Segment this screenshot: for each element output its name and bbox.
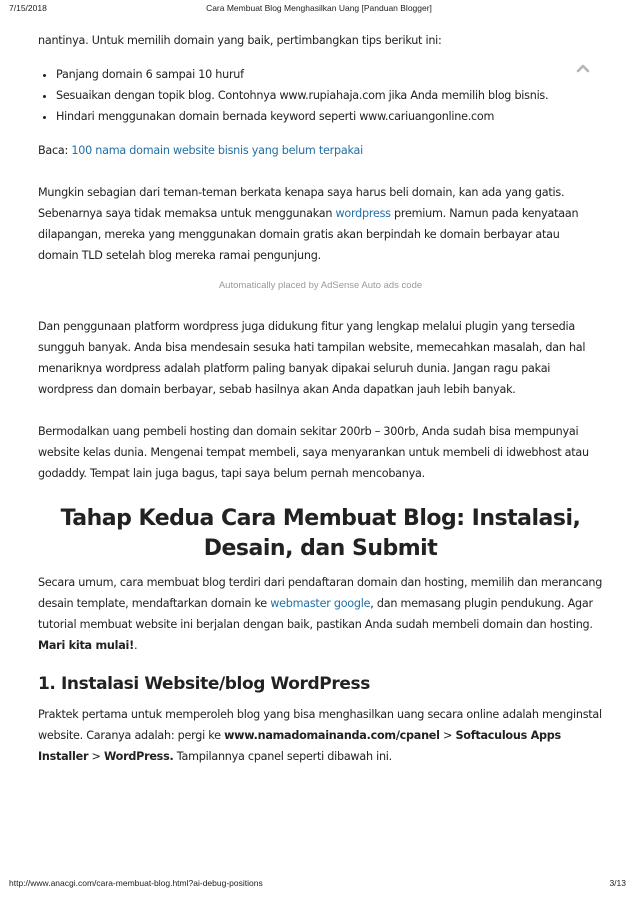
print-footer bbox=[0, 878, 638, 892]
adsense-notice: Automatically placed by AdSense Auto ads code bbox=[218, 280, 423, 291]
list-item: • Sesuaikan dengan topik blog. Contohnya www.rupiahaja.com jika Anda memilih blog bisnis. bbox=[56, 85, 603, 106]
paragraph: Dan penggunaan platform wordpress juga didukung fitur yang lengkap melalui plugin yang tersedia sungguh banyak. Anda bisa mendesain sesuka hati tampilan website, memecahkan masalah, dan hal menariknya wordpress adalah platform paling banyak dipakai seluruh dunia. Jangan ragu pakai wordpress dan domain berbayar, sebab hasilnya akan Anda dapatkan jauh lebih banyak. bbox=[38, 320, 586, 396]
paragraph-text: Praktek pertama untuk memperoleh blog yang bisa menghasilkan uang secara online adalah menginstal website. Caranya adalah: pergi ke bbox=[38, 708, 602, 742]
paragraph-text: . bbox=[133, 639, 138, 652]
paragraph: Bermodalkan uang pembeli hosting dan domain sekitar 200rb – 300rb, Anda sudah bisa mempunyai website kelas dunia. Mengenai tempat membeli, saya menyarankan untuk membeli di idwebhost atau godaddy. Tempat lain juga bagus, tapi saya belum pernah mencobanya. bbox=[38, 425, 589, 480]
article-content bbox=[38, 30, 603, 767]
subsection-title: 1. Instalasi Website/blog WordPress bbox=[38, 674, 370, 694]
print-date: 7/15/2018 bbox=[9, 3, 47, 13]
domain-tips-list bbox=[38, 64, 603, 127]
baca-label: Baca: bbox=[38, 144, 69, 157]
paragraph bbox=[38, 704, 603, 767]
print-header bbox=[0, 3, 638, 17]
list-item: • Hindari menggunakan domain bernada keyword seperti www.cariuangonline.com bbox=[56, 106, 603, 127]
domain-names-link[interactable]: 100 nama domain website bisnis yang belum terpakai bbox=[71, 144, 363, 157]
baca-line bbox=[38, 140, 603, 161]
paragraph-text: premium. Namun pada kenyataan dilapangan, mereka yang menggunakan domain gratis akan berpindah ke domain berbayar atau domain TLD setelah blog mereka ramai pengunjung. bbox=[38, 207, 579, 262]
list-item: • Panjang domain 6 sampai 10 huruf bbox=[56, 64, 603, 85]
print-url: http://www.anacgi.com/cara-membuat-blog.html?ai-debug-positions bbox=[9, 878, 263, 888]
separator: > bbox=[439, 729, 456, 742]
bold-text: WordPress. bbox=[103, 750, 174, 763]
paragraph bbox=[38, 182, 603, 266]
paragraph-text: , dan memasang plugin pendukung. Agar tutorial membuat website ini berjalan dengan baik, pastikan Anda sudah membeli domain dan hosting. bbox=[38, 597, 593, 631]
bold-text: Mari kita mulai! bbox=[38, 639, 134, 652]
intro-text: nantinya. Untuk memilih domain yang baik, pertimbangkan tips berikut ini: bbox=[38, 34, 442, 47]
paragraph-text: Tampilannya cpanel seperti dibawah ini. bbox=[173, 750, 392, 763]
print-page-title: Cara Membuat Blog Menghasilkan Uang [Panduan Blogger] bbox=[206, 3, 432, 13]
paragraph-text: Secara umum, cara membuat blog terdiri dari pendaftaran domain dan hosting, memilih dan merancang desain template, mendaftarkan domain ke bbox=[38, 576, 603, 610]
webmaster-google-link[interactable]: webmaster google bbox=[270, 597, 371, 610]
section-title: Tahap Kedua Cara Membuat Blog: Instalasi, Desain, dan Submit bbox=[60, 506, 581, 561]
page-number: 3/13 bbox=[609, 878, 626, 888]
paragraph bbox=[38, 572, 603, 656]
bold-text: www.namadomainanda.com/cpanel bbox=[224, 729, 440, 742]
bold-text: Softaculous Apps Installer bbox=[38, 729, 561, 763]
paragraph-text: Mungkin sebagian dari teman-teman berkata kenapa saya harus beli domain, kan ada yang gatis. Sebenarnya saya tidak memaksa untuk menggunakan bbox=[38, 186, 565, 220]
wordpress-link[interactable]: wordpress bbox=[335, 207, 391, 220]
separator: > bbox=[88, 750, 104, 763]
